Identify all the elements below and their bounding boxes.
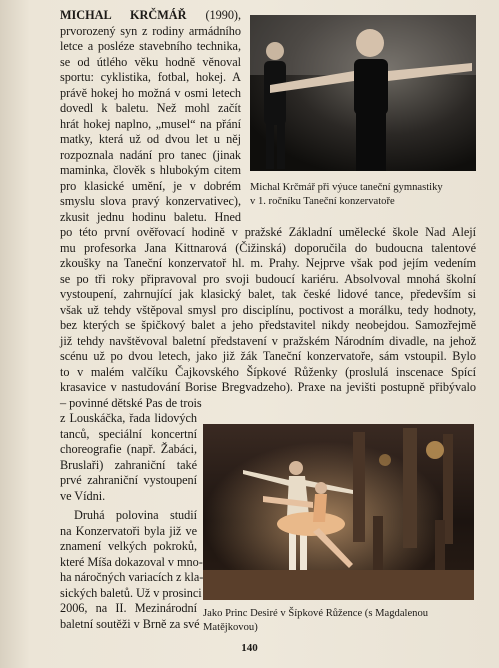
photo-sleeping-beauty-image xyxy=(203,424,474,600)
text-line: vystoupení, zahrnující jak klasický balet, tak české lidové tance, především si xyxy=(60,287,476,301)
text-line: – povinné dětské Pas de trois xyxy=(60,395,202,410)
text-line: ha náročných variacích z kla- xyxy=(60,570,204,584)
text-line: to v malém valčíku Čajkovského Šípkové Růženky (proslulá inscenace Spící xyxy=(60,364,476,379)
dancer-name: MICHAL KRČMÁŘ xyxy=(60,8,187,22)
text-line: zkusit jednu hodinu baletu. Hned xyxy=(60,209,241,224)
text-line: letce a posléze stavebního technika, xyxy=(60,39,241,53)
text-line: smyslu slova pravý konzervativec), xyxy=(60,194,241,208)
text-line: Bruslaři) zahraniční také xyxy=(60,457,197,472)
text-line: po této první ověřovací hodině v pražské Základní umělecké škole Nad Alejí xyxy=(60,225,476,239)
text-line: matky, která už od dvou let u něj xyxy=(60,132,241,146)
text-line: krasavice v nastudování Borise Bregvadzeho). Praxe na jevišti postupně přibývalo xyxy=(60,380,476,394)
text-line: hrát hokej naplno, „musel“ na přání xyxy=(60,116,241,131)
text-line: Druhá polovina studií xyxy=(74,508,197,522)
text-line: sportu: cyklistika, fotbal, hokej. A xyxy=(60,70,241,84)
text-line: tanců, speciální koncertní xyxy=(60,426,197,441)
text-line: ve Vídni. xyxy=(60,488,106,503)
text-line: 2006, na II. Mezinárodní xyxy=(60,601,197,615)
photo-sleeping-beauty xyxy=(203,424,474,600)
caption-top-line-1: Michal Krčmář při výuce taneční gymnastiky xyxy=(250,182,443,193)
text-line: mu profesorka Jana Kittnarová (Čižinská) doporučila do budoucna talentové xyxy=(60,240,476,255)
caption-bottom-line-2: Matějkovou) xyxy=(203,622,258,633)
text-line: prvé zahraniční vystoupení xyxy=(60,473,197,487)
text-line: zkoušky na Taneční konzervatoř hl. m. Prahy. Nejprve však pod jejím vedením xyxy=(60,256,476,270)
dancer-birth-year: (1990), xyxy=(186,8,241,22)
text-line: právě hokej ho možná v osmi letech xyxy=(60,85,241,100)
text-line: sických baletů. Už v prosinci xyxy=(60,585,202,600)
text-line: bez kterých se špičkový balet a jeho představitel nikdy neobejdou. Samozřejmě xyxy=(60,318,476,332)
text-line: se od útlého věku hodně věnoval xyxy=(60,54,241,69)
text-line: znamení velkých pokroků, xyxy=(60,539,197,553)
caption-top-line-2: v 1. ročníku Taneční konzervatoře xyxy=(250,196,395,207)
text-line: maminka, člověk s hlubokým citem xyxy=(60,163,241,177)
text-line: pro klasické umění, je v dobrém xyxy=(60,178,241,193)
text-line: dovedl k baletu. Než mohl začít xyxy=(60,101,241,115)
article-lead-line xyxy=(60,8,241,23)
photo-dance-class-image xyxy=(250,15,476,171)
text-line: rozpoznala nadání pro tanec (jinak xyxy=(60,147,241,162)
photo-dance-class xyxy=(250,15,476,171)
text-line: prvorozený syn z rodiny armádního xyxy=(60,23,241,38)
text-line: choreografie (např. Žabáci, xyxy=(60,442,197,456)
text-line: již tehdy navštěvoval baletní představení v pražském Národním divadle, na jehož xyxy=(60,333,476,348)
text-line: scénu už po dvou letech, jako již žák Taneční konzervatoře, sám vstoupil. Bylo xyxy=(60,349,476,363)
text-line: baletní soutěži v Brně za své xyxy=(60,616,200,631)
text-line: na Konzervatoři byla již ve xyxy=(60,523,197,538)
text-line: se po tři roky připravoval pro svoji budoucí kariéru. Absolvoval mnohá školní xyxy=(60,271,476,286)
caption-bottom-line-1: Jako Princ Desiré v Šípkové Růžence (s Magdalenou xyxy=(203,608,429,619)
text-line: které Míša dokazoval v mno- xyxy=(60,554,203,569)
text-line: z Louskáčka, řada lidových xyxy=(60,411,197,425)
page-number: 140 xyxy=(241,642,258,654)
text-line: však už tehdy vštěpoval smysl pro disciplínu, poctivost a morálku, tedy hodnoty, xyxy=(60,302,476,317)
